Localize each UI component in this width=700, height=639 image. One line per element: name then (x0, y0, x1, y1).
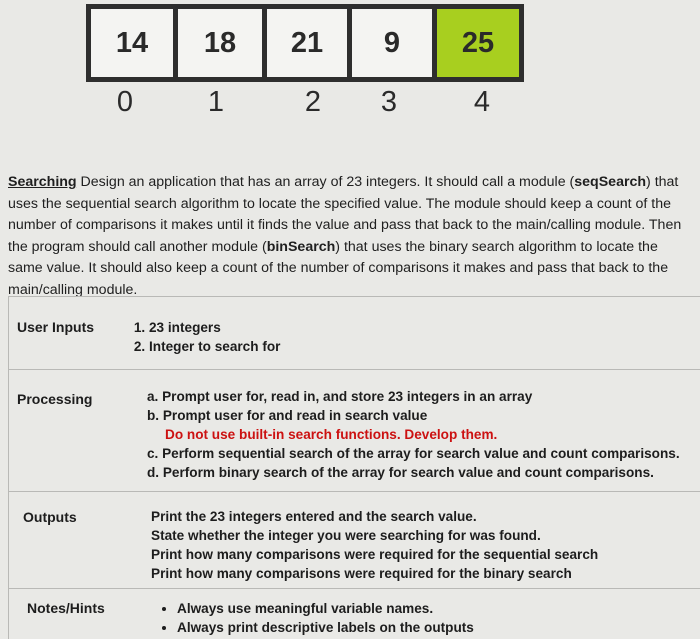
output-line: Print how many comparisons were required for the binary search (151, 566, 572, 581)
section-heading: Searching (8, 174, 77, 190)
array-index: 2 (304, 86, 322, 118)
list-item: 2. Integer to search for (149, 337, 280, 356)
list-item: c. Perform sequential search of the array for search value and count comparisons. (147, 446, 680, 461)
row-content (151, 507, 598, 583)
array-index: 3 (380, 86, 398, 118)
row-user-inputs (9, 297, 700, 370)
array-cell: 14 (91, 9, 173, 77)
row-label: Processing (17, 391, 93, 407)
list-item: a. Prompt user for, read in, and store 23 integers in an array (147, 389, 533, 404)
array-index: 1 (207, 86, 225, 118)
row-content (147, 387, 680, 482)
output-line: State whether the integer you were searching for was found. (151, 528, 541, 543)
row-outputs (9, 491, 700, 589)
description-text: ) that uses the sequential search algorithm to locate the specified value. The module should keep a count of the number of comparisons it makes until it finds the value and pass that back to the main/calling module. Then the program should call another module ( (8, 174, 682, 255)
array-diagram (86, 4, 524, 82)
warning-text: Do not use built-in search functions. Develop them. (165, 427, 498, 442)
array-cell: 21 (267, 9, 347, 77)
description-text: ) that uses the binary search algorithm to locate the same value. It should also keep a count of the number of comparisons it makes and pass that back to the main/calling module. (8, 238, 669, 298)
spec-table (8, 296, 700, 639)
row-label: Notes/Hints (27, 600, 105, 616)
list-item: d. Perform binary search of the array for search value and count comparisons. (147, 465, 654, 480)
array-cell-highlighted: 25 (437, 9, 519, 77)
row-notes (9, 588, 700, 639)
description-text: Design an application that has an array of 23 integers. It should call a module ( (76, 174, 575, 190)
array-cell: 18 (178, 9, 262, 77)
list-item: 1. 23 integers (149, 318, 280, 337)
row-content (127, 318, 280, 356)
assignment-description (8, 172, 692, 301)
row-processing (9, 369, 700, 492)
list-item: b. Prompt user for and read in search value (147, 408, 428, 423)
row-label: User Inputs (17, 319, 95, 335)
module-name: seqSearch (574, 174, 647, 190)
array-index: 0 (116, 86, 134, 118)
list-item: • Always print descriptive labels on the outputs (177, 618, 474, 637)
array-index: 4 (473, 86, 491, 118)
row-content (149, 599, 474, 637)
module-name: binSearch (266, 238, 336, 255)
list-item: • Always use meaningful variable names. (177, 599, 474, 618)
array-cell: 9 (352, 9, 432, 77)
row-label: Outputs (23, 509, 77, 525)
output-line: Print how many comparisons were required for the sequential search (151, 547, 599, 562)
output-line: Print the 23 integers entered and the search value. (151, 509, 477, 524)
